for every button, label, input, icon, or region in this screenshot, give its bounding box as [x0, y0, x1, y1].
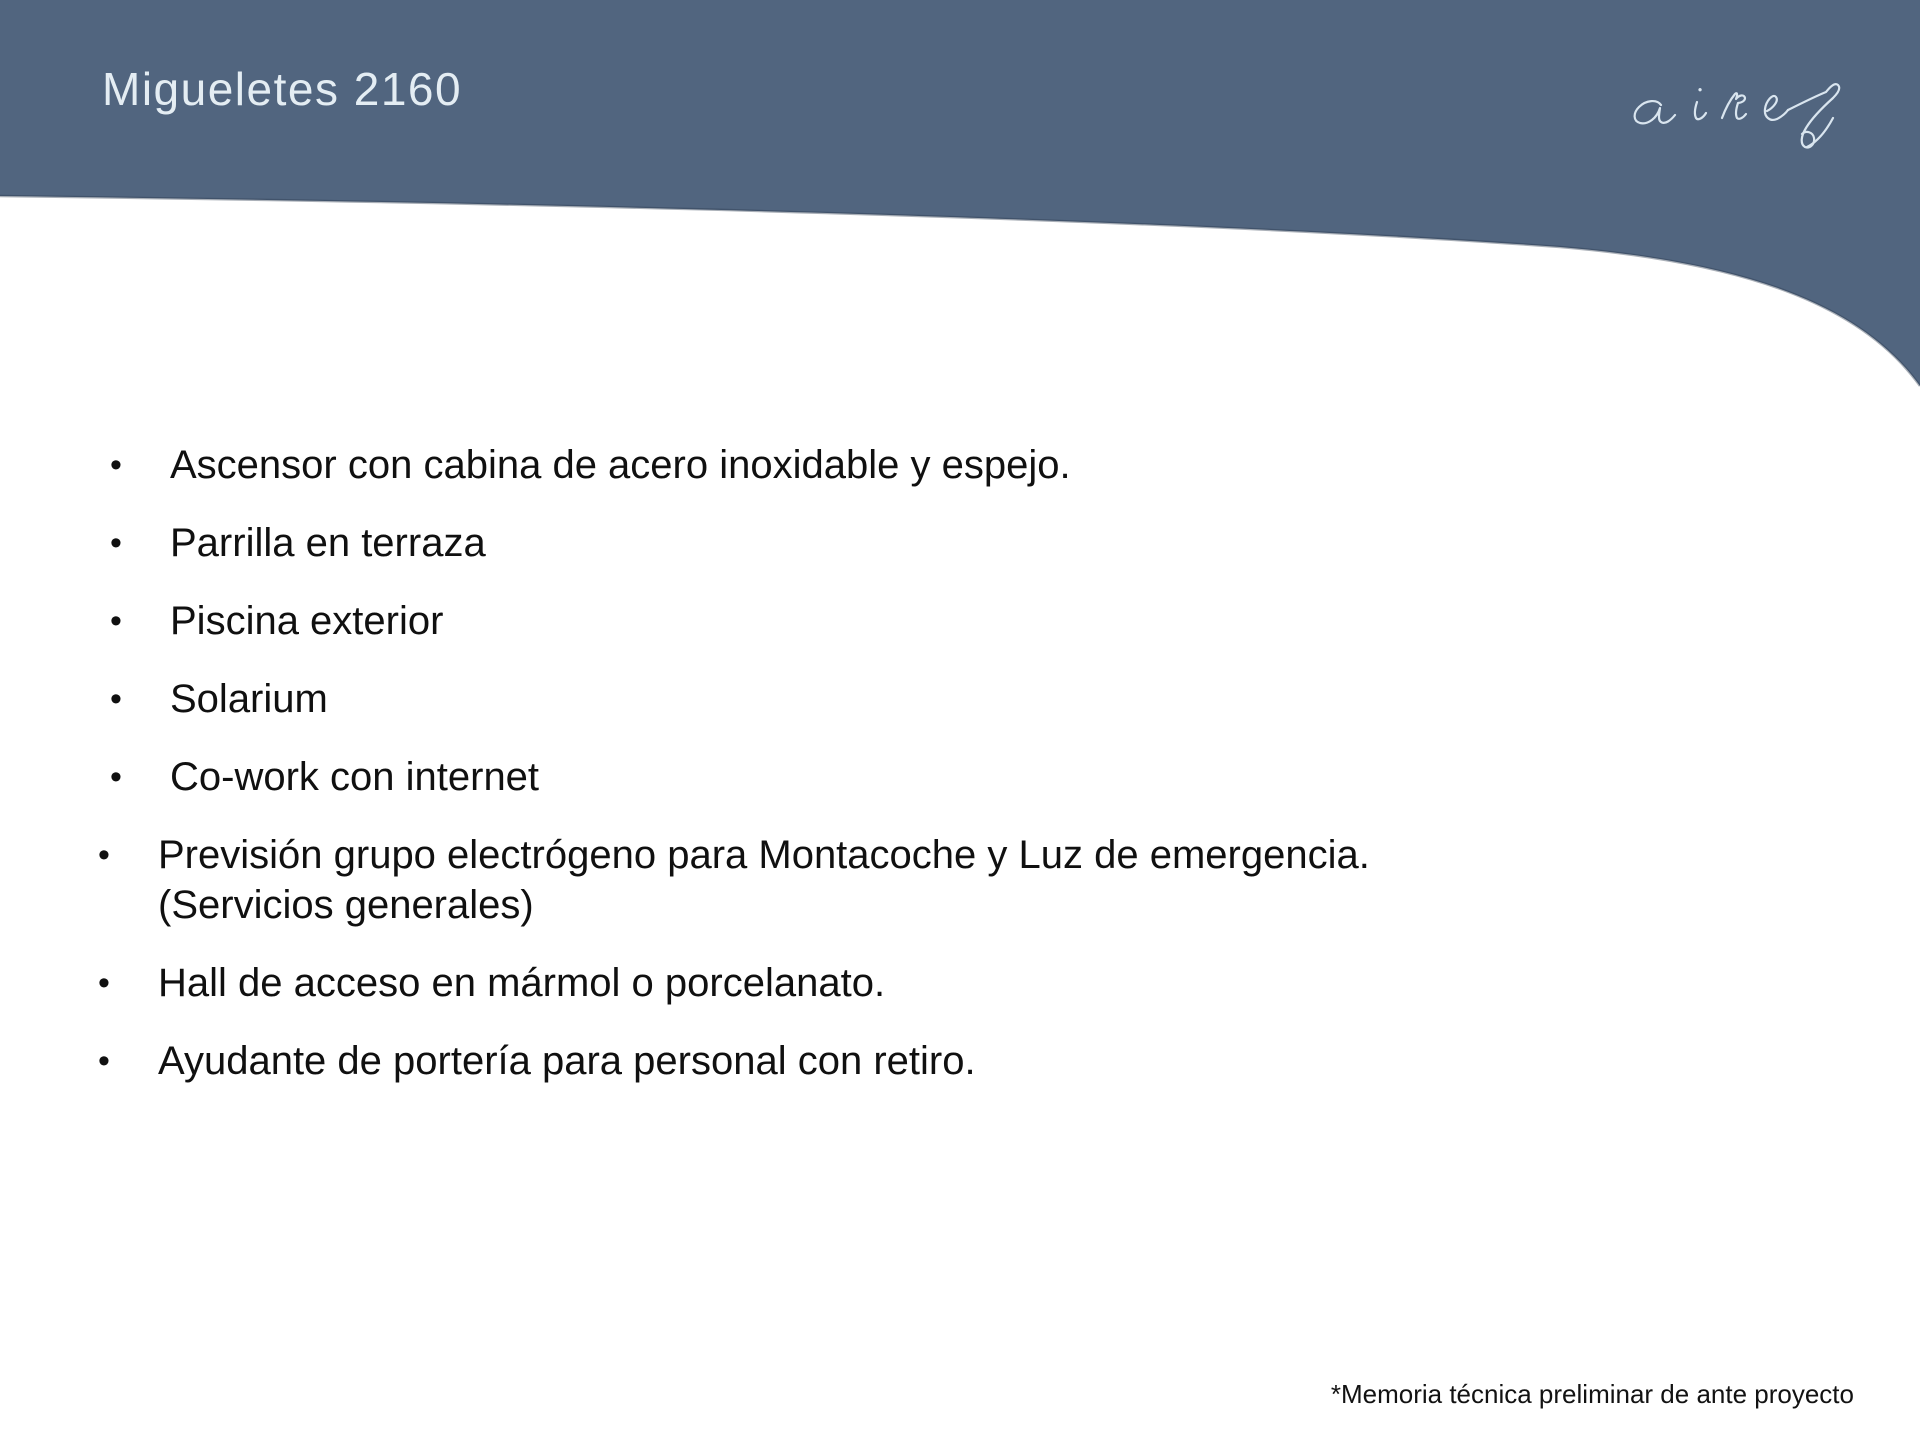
aires-logo-script-icon	[1618, 48, 1880, 160]
bullet-icon: •	[110, 602, 122, 640]
bullet-icon: •	[110, 446, 122, 484]
list-item-text: Ascensor con cabina de acero inoxidable y espejo.	[170, 443, 1071, 487]
list-item-text: Solarium	[170, 677, 328, 721]
list-item-text: Parrilla en terraza	[170, 521, 486, 565]
bullet-icon: •	[110, 758, 122, 796]
list-item	[0, 958, 1370, 1008]
list-item	[0, 674, 1370, 724]
bullet-icon: •	[98, 836, 110, 874]
list-item	[0, 752, 1370, 802]
bullet-icon: •	[110, 524, 122, 562]
aires-logo	[1618, 48, 1880, 160]
list-item-text: Hall de acceso en mármol o porcelanato.	[158, 961, 886, 1005]
list-item-text: Previsión grupo electrógeno para Montacoche y Luz de emergencia.	[158, 833, 1370, 877]
list-item-text: (Servicios generales)	[158, 883, 534, 927]
list-item-text: Piscina exterior	[170, 599, 444, 643]
list-item	[0, 596, 1370, 646]
bullet-icon: •	[98, 964, 110, 1002]
page-title: Migueletes 2160	[102, 63, 463, 115]
list-item	[0, 518, 1370, 568]
list-item	[0, 440, 1370, 490]
bullet-icon: •	[98, 1042, 110, 1080]
list-item	[0, 830, 1370, 930]
list-item-text: Co-work con internet	[170, 755, 540, 799]
bullet-icon: •	[110, 680, 122, 718]
list-item	[0, 1036, 1370, 1086]
footnote: *Memoria técnica preliminar de ante proyecto	[1330, 1379, 1854, 1409]
feature-list	[0, 440, 1370, 1114]
list-item-text: Ayudante de portería para personal con retiro.	[158, 1039, 976, 1083]
